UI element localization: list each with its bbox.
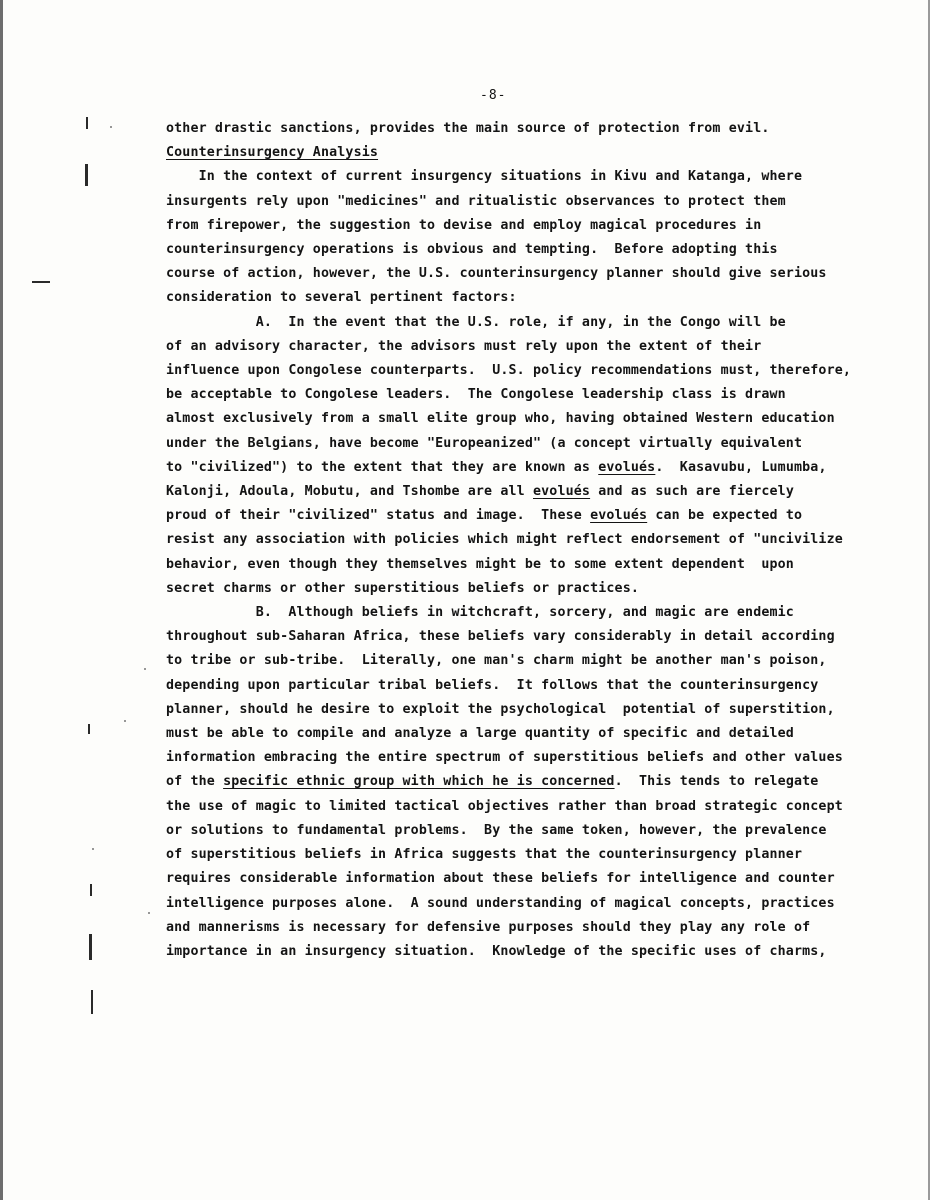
section-heading-text: Counterinsurgency Analysis [166, 145, 379, 161]
text-line: resist any association with policies which might reflect endorsement of "uncivilize [166, 532, 843, 548]
text-line: under the Belgians, have become "Europeanized" (a concept virtually equivalent [166, 435, 803, 451]
text-fragment: can be expected to [647, 508, 803, 524]
scan-dot [144, 668, 146, 670]
underlined-term: evolués [590, 508, 648, 524]
text-fragment: . This tends to relegate [614, 774, 819, 790]
underlined-term: evolués [598, 459, 656, 475]
text-fragment: Kalonji, Adoula, Mobutu, and Tshombe are all [166, 484, 533, 500]
text-line: planner, should he desire to exploit the psychological potential of superstition, [166, 701, 835, 717]
text-line: In the context of current insurgency situations in Kivu and Katanga, where [166, 169, 803, 185]
text-line: throughout sub-Saharan Africa, these beliefs vary considerably in detail according [166, 629, 835, 645]
text-line: consideration to several pertinent factors: [166, 290, 517, 306]
text-line: from firepower, the suggestion to devise and employ magical procedures in [166, 217, 762, 233]
text-line: or solutions to fundamental problems. By the same token, however, the prevalence [166, 822, 827, 838]
text-line [166, 480, 866, 504]
margin-mark [91, 990, 93, 1014]
text-line: depending upon particular tribal beliefs. It follows that the counterinsurgency [166, 677, 819, 693]
text-line: the use of magic to limited tactical objectives rather than broad strategic concept [166, 798, 843, 814]
margin-mark [86, 117, 88, 129]
text-line: intelligence purposes alone. A sound understanding of magical concepts, practices [166, 895, 835, 911]
text-fragment: of the [166, 774, 224, 790]
page-number: -8- [480, 88, 507, 103]
text-line: B. Although beliefs in witchcraft, sorcery, and magic are endemic [166, 605, 794, 621]
text-line [166, 504, 866, 528]
scan-dot [110, 126, 112, 128]
margin-mark [89, 934, 92, 960]
text-line: A. In the event that the U.S. role, if any, in the Congo will be [166, 314, 786, 330]
text-fragment: . Kasavubu, Lumumba, [655, 459, 827, 475]
margin-mark [90, 884, 92, 896]
scan-edge-left [0, 0, 3, 1200]
text-line: requires considerable information about these beliefs for intelligence and counter [166, 871, 835, 887]
margin-mark [85, 164, 88, 186]
margin-mark [32, 281, 50, 283]
text-line: counterinsurgency operations is obvious and tempting. Before adopting this [166, 242, 778, 258]
text-line: information embracing the entire spectrum of superstitious beliefs and other values [166, 750, 843, 766]
scan-dot [124, 720, 126, 722]
text-line [166, 770, 866, 794]
document-body [166, 117, 866, 964]
text-fragment: to "civilized") to the extent that they are known as [166, 459, 599, 475]
section-heading [166, 141, 866, 165]
text-line: behavior, even though they themselves might be to some extent dependent upon [166, 556, 794, 572]
underlined-term: evolués [533, 484, 591, 500]
text-line: other drastic sanctions, provides the main source of protection from evil. [166, 121, 770, 136]
scan-dot [148, 912, 150, 914]
text-line: to tribe or sub-tribe. Literally, one man's charm might be another man's poison, [166, 653, 827, 669]
scan-dot [92, 848, 94, 850]
text-line [166, 456, 866, 480]
text-line: be acceptable to Congolese leaders. The Congolese leadership class is drawn [166, 387, 786, 403]
margin-mark [88, 724, 90, 734]
text-line: of an advisory character, the advisors must rely upon the extent of their [166, 338, 762, 354]
text-line: secret charms or other superstitious beliefs or practices. [166, 580, 640, 596]
underlined-phrase: specific ethnic group with which he is concerned [223, 774, 615, 790]
text-line: course of action, however, the U.S. counterinsurgency planner should give serious [166, 266, 827, 282]
text-line: of superstitious beliefs in Africa suggests that the counterinsurgency planner [166, 847, 803, 863]
text-line: and mannerisms is necessary for defensive purposes should they play any role of [166, 919, 811, 935]
text-fragment: and as such are fiercely [590, 484, 794, 500]
text-line: must be able to compile and analyze a large quantity of specific and detailed [166, 726, 794, 742]
text-line: insurgents rely upon "medicines" and ritualistic observances to protect them [166, 193, 786, 209]
text-line: importance in an insurgency situation. Knowledge of the specific uses of charms, [166, 943, 827, 959]
text-fragment: proud of their "civilized" status and image. These [166, 508, 591, 524]
text-line: influence upon Congolese counterparts. U.S. policy recommendations must, therefore, [166, 363, 852, 379]
text-line: almost exclusively from a small elite group who, having obtained Western education [166, 411, 835, 427]
